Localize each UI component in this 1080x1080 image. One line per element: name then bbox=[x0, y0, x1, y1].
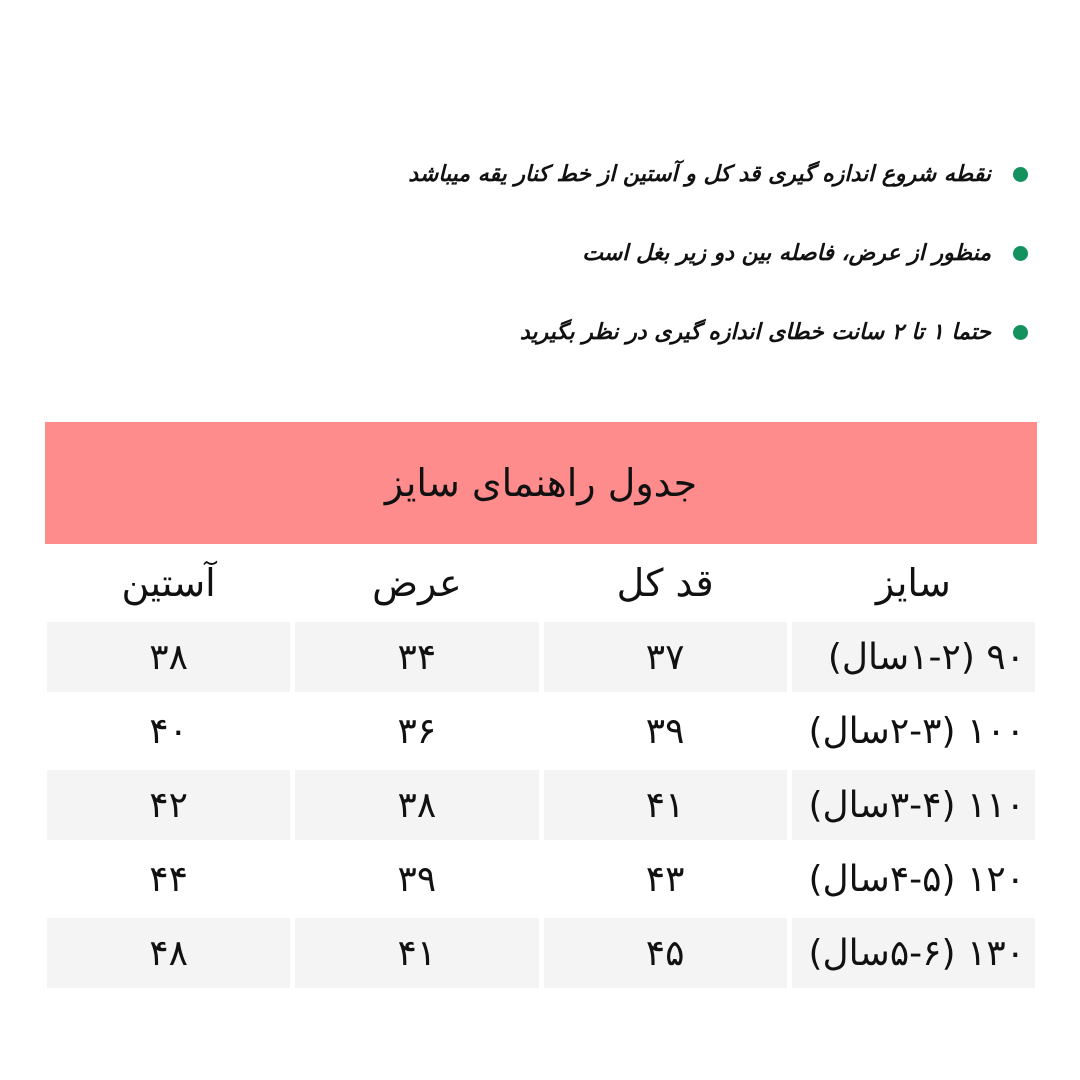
note-item bbox=[408, 308, 1028, 356]
note-text: حتما ۱ تا ۲ سانت خطای اندازه گیری در نظر بگیرید bbox=[519, 319, 991, 345]
width-cell: ۳۸ bbox=[295, 770, 538, 840]
size-cell: ۱۲۰ (۴-۵سال) bbox=[792, 844, 1035, 914]
bullet-icon bbox=[1013, 167, 1028, 182]
note-item bbox=[408, 229, 1028, 277]
length-cell: ۴۳ bbox=[544, 844, 787, 914]
size-cell: ۱۱۰ (۳-۴سال) bbox=[792, 770, 1035, 840]
note-text: نقطه شروع اندازه گیری قد کل و آستین از خط کنار یقه میباشد bbox=[408, 161, 991, 187]
sleeve-cell: ۳۸ bbox=[47, 622, 290, 692]
length-cell: ۳۹ bbox=[544, 696, 787, 766]
size-guide-table bbox=[45, 422, 1043, 992]
header-row bbox=[47, 548, 1035, 618]
table-row bbox=[47, 770, 1035, 840]
table-row bbox=[47, 918, 1035, 988]
width-cell: ۳۹ bbox=[295, 844, 538, 914]
length-cell: ۳۷ bbox=[544, 622, 787, 692]
table-row bbox=[47, 696, 1035, 766]
table-row bbox=[47, 844, 1035, 914]
size-table bbox=[42, 544, 1040, 992]
size-cell: ۱۰۰ (۲-۳سال) bbox=[792, 696, 1035, 766]
sleeve-cell: ۴۲ bbox=[47, 770, 290, 840]
table-row bbox=[47, 622, 1035, 692]
header-length: قد کل bbox=[544, 548, 787, 618]
table-title bbox=[45, 422, 1037, 544]
bullet-icon bbox=[1013, 325, 1028, 340]
measurement-notes bbox=[408, 150, 1028, 387]
width-cell: ۴۱ bbox=[295, 918, 538, 988]
length-cell: ۴۵ bbox=[544, 918, 787, 988]
sleeve-cell: ۴۸ bbox=[47, 918, 290, 988]
length-cell: ۴۱ bbox=[544, 770, 787, 840]
note-item bbox=[408, 150, 1028, 198]
width-cell: ۳۶ bbox=[295, 696, 538, 766]
size-cell: ۹۰ (۱-۲سال) bbox=[792, 622, 1035, 692]
header-width: عرض bbox=[295, 548, 538, 618]
size-cell: ۱۳۰ (۵-۶سال) bbox=[792, 918, 1035, 988]
header-size: سایز bbox=[792, 548, 1035, 618]
bullet-icon bbox=[1013, 246, 1028, 261]
note-text: منظور از عرض، فاصله بین دو زیر بغل است bbox=[582, 240, 991, 266]
sleeve-cell: ۴۰ bbox=[47, 696, 290, 766]
header-sleeve: آستین bbox=[47, 548, 290, 618]
sleeve-cell: ۴۴ bbox=[47, 844, 290, 914]
table-title-text: جدول راهنمای سایز bbox=[384, 461, 698, 505]
width-cell: ۳۴ bbox=[295, 622, 538, 692]
